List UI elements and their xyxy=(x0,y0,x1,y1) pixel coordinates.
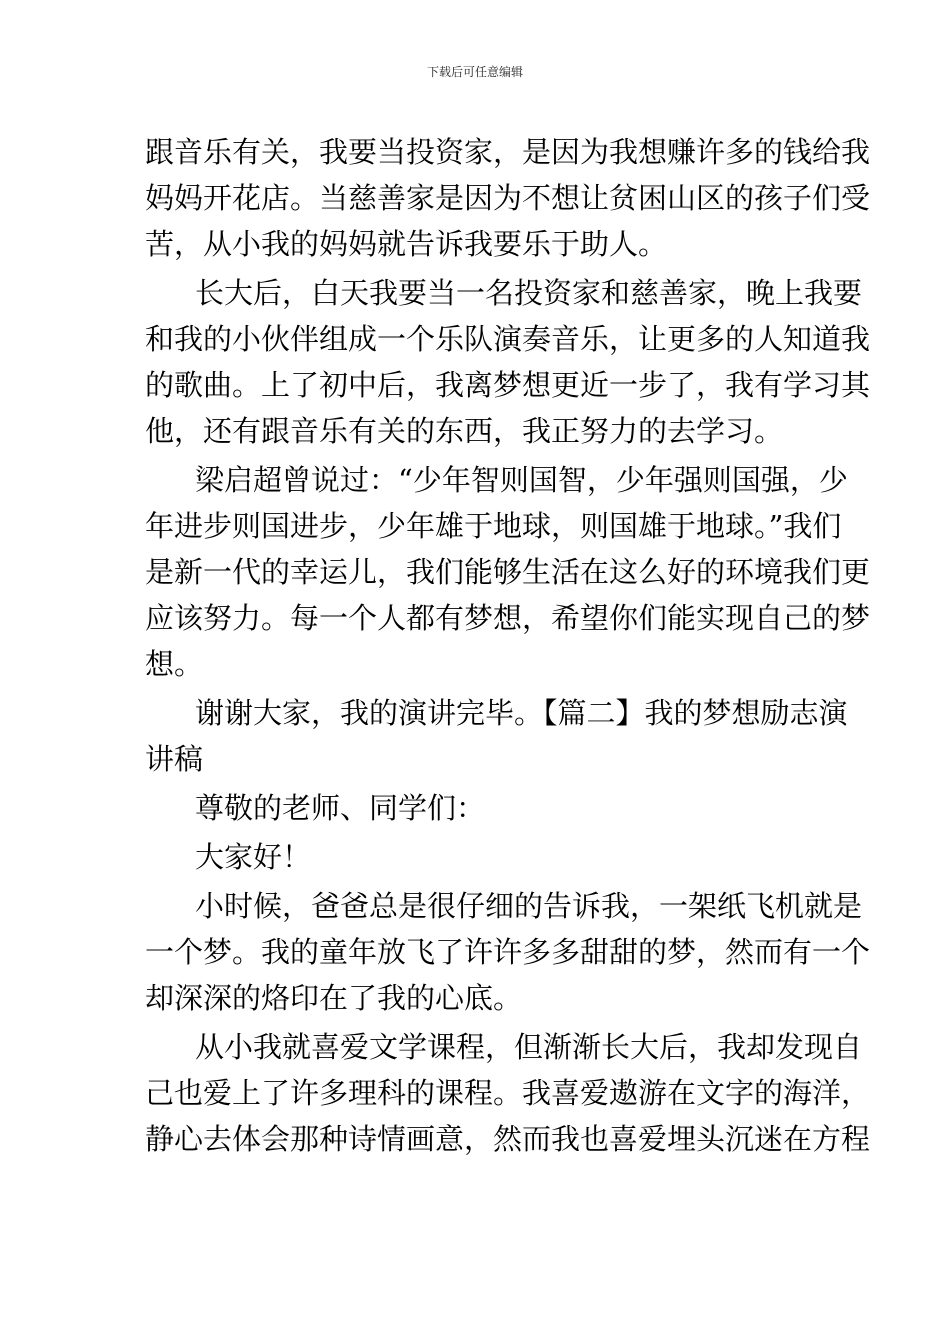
text-line: 一个梦。我的童年放飞了许许多多甜甜的梦，然而有一个 xyxy=(145,935,871,969)
text-line: 尊敬的老师、同学们： xyxy=(195,791,486,825)
text-line: 从小我就喜爱文学课程，但渐渐长大后，我却发现自 xyxy=(195,1030,863,1064)
paragraph-8 xyxy=(145,1024,871,1162)
text-line: 讲稿 xyxy=(145,742,204,776)
page-header: 下载后可任意编辑 xyxy=(426,65,523,79)
text-line: 跟音乐有关，我要当投资家，是因为我想赚许多的钱给我 xyxy=(145,135,871,169)
text-line: 苦，从小我的妈妈就告诉我要乐于助人。 xyxy=(145,227,668,261)
text-line: 和我的小伙伴组成一个乐队演奏音乐，让更多的人知道我 xyxy=(145,322,871,356)
text-line: 年进步则国进步，少年雄于地球，则国雄于地球。”我们 xyxy=(145,509,842,543)
text-line: 己也爱上了许多理科的课程。我喜爱遨游在文字的海洋， xyxy=(145,1076,871,1110)
text-line: 静心去体会那种诗情画意，然而我也喜爱埋头沉迷在方程 xyxy=(145,1122,871,1156)
text-line: 却深深的烙印在了我的心底。 xyxy=(145,981,523,1015)
text-line: 他，还有跟音乐有关的东西，我正努力的去学习。 xyxy=(145,414,784,448)
text-line: 是新一代的幸运儿，我们能够生活在这么好的环境我们更 xyxy=(145,555,871,589)
paragraph-6 xyxy=(145,834,807,880)
text-line: 谢谢大家，我的演讲完毕。【篇二】我的梦想励志演 xyxy=(195,696,848,730)
text-line: 想。 xyxy=(145,647,204,681)
paragraph-5 xyxy=(145,785,807,831)
text-line: 梁启超曾说过：“少年智则国智，少年强则国强，少 xyxy=(195,463,848,497)
paragraph-4 xyxy=(145,690,848,782)
text-line: 妈妈开花店。当慈善家是因为不想让贫困山区的孩子们受 xyxy=(145,181,871,215)
paragraph-7 xyxy=(145,883,871,1021)
paragraph-3 xyxy=(145,457,871,687)
text-line: 小时候，爸爸总是很仔细的告诉我，一架纸飞机就是 xyxy=(195,889,863,923)
text-line: 应该努力。每一个人都有梦想，希望你们能实现自己的梦 xyxy=(145,601,871,635)
text-line: 的歌曲。上了初中后，我离梦想更近一步了，我有学习其 xyxy=(145,368,871,402)
text-line: 长大后，白天我要当一名投资家和慈善家，晚上我要 xyxy=(195,276,863,310)
paragraph-2 xyxy=(145,270,871,454)
text-line: 大家好！ xyxy=(195,840,312,874)
paragraph-1 xyxy=(145,129,871,267)
document-body xyxy=(145,129,871,1162)
